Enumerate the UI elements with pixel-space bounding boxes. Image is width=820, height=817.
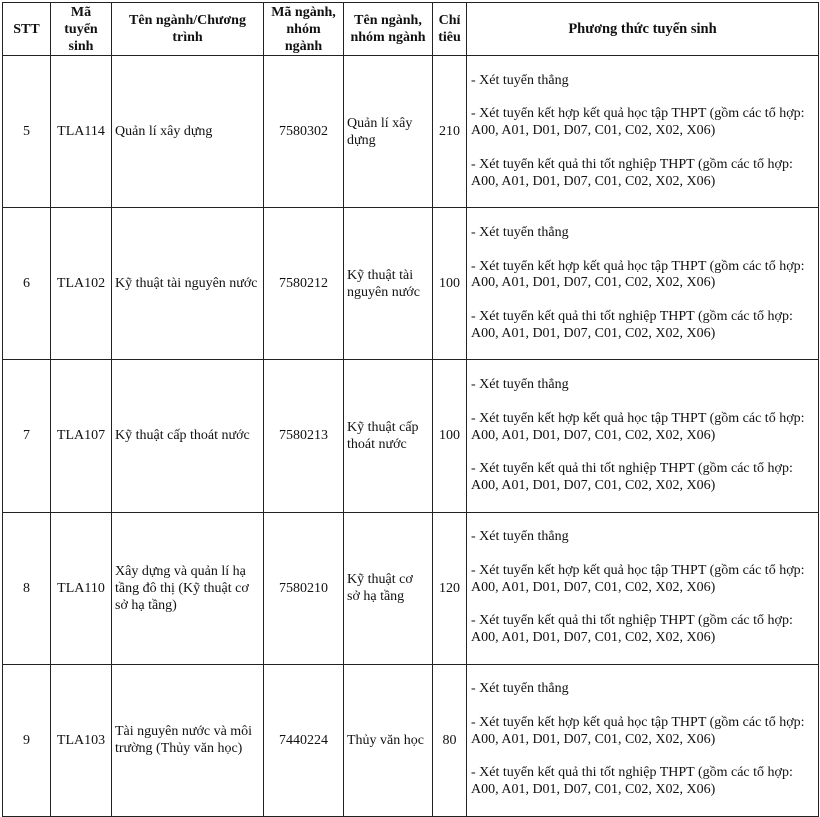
cell-admission-methods bbox=[467, 512, 819, 664]
cell-admission-code: TLA110 bbox=[51, 512, 112, 664]
method-item: - Xét tuyển kết hợp kết quả học tập THPT (gồm các tổ hợp: A00, A01, D01, D07, C01, C02, X02, X06) bbox=[471, 106, 805, 139]
method-item: - Xét tuyển kết hợp kết quả học tập THPT (gồm các tổ hợp: A00, A01, D01, D07, C01, C02, X02, X06) bbox=[471, 410, 805, 443]
cell-major-name: Kỹ thuật tài nguyên nước bbox=[344, 208, 433, 360]
method-item: - Xét tuyển thẳng bbox=[471, 681, 569, 697]
cell-major-code: 7580212 bbox=[264, 208, 344, 360]
cell-stt: 6 bbox=[3, 208, 51, 360]
cell-admission-code: TLA114 bbox=[51, 56, 112, 208]
cell-program-name: Kỹ thuật cấp thoát nước bbox=[112, 360, 264, 512]
table-row bbox=[3, 56, 819, 208]
method-item: - Xét tuyển kết hợp kết quả học tập THPT (gồm các tổ hợp: A00, A01, D01, D07, C01, C02, X02, X06) bbox=[471, 258, 805, 291]
cell-major-code: 7580213 bbox=[264, 360, 344, 512]
cell-program-name: Quản lí xây dựng bbox=[112, 56, 264, 208]
cell-program-name: Xây dựng và quản lí hạ tầng đô thị (Kỹ thuật cơ sở hạ tầng) bbox=[112, 512, 264, 664]
cell-major-name: Quản lí xây dựng bbox=[344, 56, 433, 208]
cell-admission-methods bbox=[467, 360, 819, 512]
cell-quota: 120 bbox=[433, 512, 467, 664]
cell-stt: 7 bbox=[3, 360, 51, 512]
method-item: - Xét tuyển kết quả thi tốt nghiệp THPT (gồm các tổ hợp: A00, A01, D01, D07, C01, C02, X02, X06) bbox=[471, 613, 793, 646]
cell-quota: 210 bbox=[433, 56, 467, 208]
cell-program-name: Kỹ thuật tài nguyên nước bbox=[112, 208, 264, 360]
method-item: - Xét tuyển thẳng bbox=[471, 377, 569, 393]
cell-admission-code: TLA103 bbox=[51, 664, 112, 816]
method-item: - Xét tuyển kết quả thi tốt nghiệp THPT (gồm các tổ hợp: A00, A01, D01, D07, C01, C02, X02, X06) bbox=[471, 461, 793, 493]
header-row bbox=[3, 3, 819, 56]
cell-admission-methods bbox=[467, 208, 819, 360]
method-item: - Xét tuyển kết hợp kết quả học tập THPT (gồm các tổ hợp: A00, A01, D01, D07, C01, C02, X02, X06) bbox=[471, 562, 805, 595]
cell-major-name: Thủy văn học bbox=[344, 664, 433, 816]
cell-program-name: Tài nguyên nước và môi trường (Thủy văn học) bbox=[112, 664, 264, 816]
method-item: - Xét tuyển kết quả thi tốt nghiệp THPT (gồm các tổ hợp: A00, A01, D01, D07, C01, C02, X02, X06) bbox=[471, 765, 793, 798]
cell-quota: 100 bbox=[433, 208, 467, 360]
cell-major-code: 7440224 bbox=[264, 664, 344, 816]
header-major-code: Mã ngành, nhóm ngành bbox=[264, 3, 344, 56]
cell-major-name: Kỹ thuật cơ sở hạ tầng bbox=[344, 512, 433, 664]
table-row bbox=[3, 360, 819, 512]
method-item: - Xét tuyển kết hợp kết quả học tập THPT (gồm các tổ hợp: A00, A01, D01, D07, C01, C02, X02, X06) bbox=[471, 715, 805, 747]
cell-stt: 9 bbox=[3, 664, 51, 816]
cell-quota: 80 bbox=[433, 664, 467, 816]
table-row bbox=[3, 208, 819, 360]
method-item: - Xét tuyển kết quả thi tốt nghiệp THPT (gồm các tổ hợp: A00, A01, D01, D07, C01, C02, X02, X06) bbox=[471, 308, 793, 341]
header-quota: Chỉ tiêu bbox=[433, 3, 467, 56]
cell-admission-methods bbox=[467, 664, 819, 816]
header-major-name: Tên ngành, nhóm ngành bbox=[344, 3, 433, 56]
cell-quota: 100 bbox=[433, 360, 467, 512]
cell-major-code: 7580302 bbox=[264, 56, 344, 208]
cell-stt: 8 bbox=[3, 512, 51, 664]
cell-major-name: Kỹ thuật cấp thoát nước bbox=[344, 360, 433, 512]
header-admission-methods: Phương thức tuyển sinh bbox=[467, 3, 819, 56]
header-stt: STT bbox=[3, 3, 51, 56]
table-row bbox=[3, 664, 819, 816]
method-item: - Xét tuyển thẳng bbox=[471, 529, 569, 545]
cell-admission-methods bbox=[467, 56, 819, 208]
method-item: - Xét tuyển kết quả thi tốt nghiệp THPT (gồm các tổ hợp: A00, A01, D01, D07, C01, C02, X02, X06) bbox=[471, 156, 793, 189]
table-row bbox=[3, 512, 819, 664]
header-program-name: Tên ngành/Chương trình bbox=[112, 3, 264, 56]
admissions-table bbox=[2, 2, 819, 817]
cell-stt: 5 bbox=[3, 56, 51, 208]
cell-major-code: 7580210 bbox=[264, 512, 344, 664]
cell-admission-code: TLA107 bbox=[51, 360, 112, 512]
header-admission-code: Mã tuyển sinh bbox=[51, 3, 112, 56]
method-item: - Xét tuyển thẳng bbox=[471, 72, 569, 88]
cell-admission-code: TLA102 bbox=[51, 208, 112, 360]
method-item: - Xét tuyển thẳng bbox=[471, 224, 569, 240]
